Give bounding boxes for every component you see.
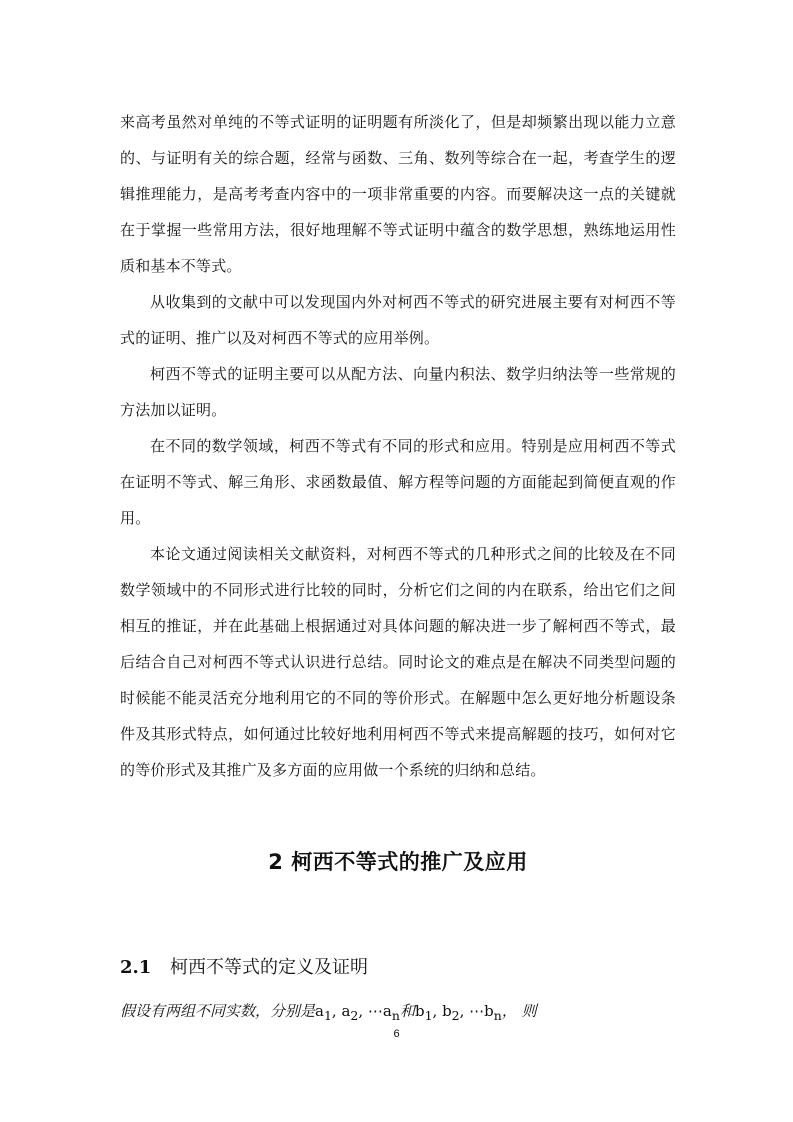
section-title-text: 柯西不等式的定义及证明 — [170, 957, 368, 978]
definition-and: 和 — [399, 1002, 415, 1020]
page-number: 6 — [393, 1028, 400, 1040]
sequence-b: $b_1$, $b_2$, $\cdots b_n$ — [414, 1002, 502, 1023]
definition-lead: 假设有两组不同实数，分别是 — [120, 1002, 316, 1020]
body-text — [120, 104, 676, 788]
sequence-a: $a_1$, $a_2$, $\cdots a_n$ — [315, 1002, 400, 1023]
paragraph-applications: 在不同的数学领域，柯西不等式有不同的形式和应用。特别是应用柯西不等式在证明不等式、解三角形、求函数最值、解方程等问题的方面能起到简便直观的作用。 — [120, 437, 676, 527]
paragraph-literature: 从收集到的文献中可以发现国内外对柯西不等式的研究进展主要有对柯西不等式的证明、推广以及对柯西不等式的应用举例。 — [120, 293, 676, 347]
paragraph-thesis-aim: 本论文通过阅读相关文献资料，对柯西不等式的几种形式之间的比较及在不同数学领域中的不同形式进行比较的同时，分析它们之间的内在联系，给出它们之间相互的推证，并在此基础上根据通过对具体问题的解决进一步了解柯西不等式，最后结合自己对柯西不等式认识进行总结。同时论文的难点是在解决不同类型问题的时候能不能灵活充分地利用它的不同的等价形式。在解题中怎么更好地分析题设条件及其形式特点，如何通过比较好地利用柯西不等式来提高解题的技巧，如何对它的等价形式及其推广及多方面的应用做一个系统的归纳和总结。 — [120, 545, 676, 779]
section-title — [120, 950, 676, 986]
paragraph-proof-methods: 柯西不等式的证明主要可以从配方法、向量内积法、数学归纳法等一些常规的方法加以证明。 — [120, 365, 676, 419]
paragraph-continuation: 来高考虽然对单纯的不等式证明的证明题有所淡化了，但是却频繁出现以能力立意的、与证明有关的综合题，经常与函数、三角、数列等综合在一起，考查学生的逻辑推理能力，是高考考查内容中的一项非常重要的内容。而要解决这一点的关键就在于掌握一些常用方法，很好地理解不等式证明中蕴含的数学思想，熟练地运用性质和基本不等式。 — [120, 113, 676, 275]
chapter-title: 2 柯西不等式的推广及应用 — [268, 850, 528, 874]
definition-tail: ， 则 — [501, 1002, 537, 1020]
definition-statement — [120, 996, 676, 1031]
section-number: 2.1 — [120, 957, 152, 978]
